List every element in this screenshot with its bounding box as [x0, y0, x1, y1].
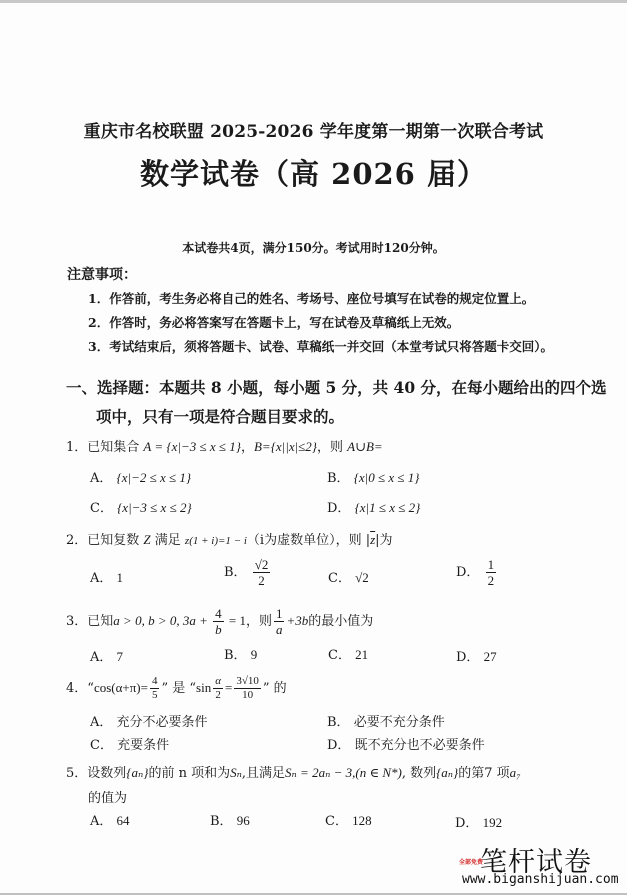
math-expr: a > 0, b > 0, 3a +: [113, 613, 212, 628]
stem-text: ，: [240, 440, 254, 455]
question-5-option-a: A． 64: [90, 813, 130, 829]
question-number: 2．: [66, 533, 88, 548]
question-5-option-b: B． 96: [210, 813, 250, 829]
stem-text: |为: [375, 533, 393, 548]
question-5-option-c: C． 128: [325, 813, 372, 829]
exam-info: 本试卷共4页，满分150分。考试用时120分钟。: [182, 241, 445, 255]
question-5-option-d: D． 192: [455, 815, 503, 831]
section-heading: 一、选择题：本题共 8 小题，每小题 5 分，共 40 分，在每小题给出的四个选: [66, 378, 607, 397]
stem-text: ，则: [245, 614, 272, 629]
question-4-option-c: C． 充要条件: [90, 738, 170, 753]
watermark-brand: 笔杆试卷: [480, 847, 592, 878]
question-1-option-d: D． {x|1 ≤ x ≤ 2}: [327, 500, 421, 516]
question-number: 4．: [66, 681, 88, 696]
exam-header: 重庆市名校联盟 2025-2026 学年度第一期第一次联合考试: [83, 122, 544, 142]
question-1-stem: [66, 436, 383, 455]
stem-text: 是: [168, 681, 190, 696]
math-expr: z(1 + i)=1 − i: [184, 535, 247, 547]
question-5-stem: 5．设数列{aₙ}的前 n 项和为Sₙ,且满足Sₙ = 2aₙ − 3,(n ∈ N*), 数列{aₙ}的第7 项a₇: [66, 765, 521, 781]
question-3-option-d: D． 27: [456, 649, 497, 665]
question-2-option-c: C． √2: [328, 570, 369, 586]
math-expr: Sₙ = 2aₙ − 3,(n ∈ N*): [285, 765, 402, 780]
notice-heading: 注意事项：: [67, 267, 137, 283]
question-1-option-b: B． {x|0 ≤ x ≤ 1}: [327, 470, 420, 486]
math-expr: A = {x|−3 ≤ x ≤ 1}: [143, 439, 241, 454]
question-3-option-a: A． 7: [90, 649, 124, 665]
question-1-option-c: C． {x|−3 ≤ x ≤ 2}: [90, 500, 192, 516]
math-expr: +3b: [286, 613, 309, 628]
math-expr: {aₙ}: [436, 765, 459, 780]
notice-item: 1．作答前，考生务必将自己的姓名、考场号、座位号填写在试卷的规定位置上。: [88, 291, 535, 306]
stem-text: （i为虚数单位），则 |: [246, 533, 371, 548]
math-expr: {aₙ}: [126, 765, 149, 780]
watermark-url[interactable]: www.biganshijuan.com: [462, 872, 619, 887]
stem-text: 满足: [150, 533, 185, 548]
question-2-option-a: A． 1: [90, 570, 124, 586]
math-expr: B={x||x|≤2}: [253, 439, 317, 454]
question-5-stem-cont: 的值为: [88, 791, 128, 806]
math-expr: $\overline{z}$: [370, 532, 376, 547]
question-4-option-a: A． 充分不必要条件: [90, 715, 208, 730]
notice-item: 3．考试结束后，须将答题卡、试卷、草稿纸一并交回（本堂考试只将答题卡交回）。: [88, 339, 553, 354]
notice-item: 2．作答时，务必将答案写在答题卡上，写在试卷及草稿纸上无效。: [88, 315, 460, 330]
math-expr: = 1: [225, 613, 246, 628]
page-title: 数学试卷（高 2026 届）: [140, 157, 487, 191]
math-expr: Z: [143, 532, 151, 547]
stem-text: 的: [269, 681, 287, 696]
question-2-option-b: B． $\frac{√2}{2}$: [224, 557, 269, 588]
question-number: 3．: [66, 614, 88, 629]
question-4-stem: 4．“cos(α+π)= $\frac{4}{5}$ ” 是 “sin $\frac{\alpha}{2}$ = $\frac{3√10}{10}$ ” 的: [66, 675, 287, 701]
question-3-option-b: B． 9: [224, 647, 258, 663]
question-number: 5．: [66, 766, 88, 781]
stem-text: 已知: [87, 614, 114, 629]
stem-text: 的最小值为: [308, 614, 374, 629]
question-2-stem: [66, 529, 393, 548]
math-expr: cos(α+π)=: [93, 680, 148, 695]
math-expr: Sₙ: [230, 765, 242, 780]
stem-text: 已知复数: [87, 533, 144, 548]
question-number: 1．: [66, 440, 88, 455]
question-3-option-c: C． 21: [328, 647, 369, 663]
question-2-option-d: D． $\frac{1}{2}$: [456, 557, 495, 588]
question-4-option-d: D． 既不充分也不必要条件: [327, 738, 485, 753]
question-3-stem: 3．已知a > 0, b > 0, 3a + $\frac{4}{b}$ = 1，则 $\frac{1}{a}$ +3b的最小值为: [66, 606, 374, 637]
question-4-option-b: B． 必要不充分条件: [327, 715, 445, 730]
stem-text: 已知集合: [87, 440, 144, 455]
stem-text: ，则: [317, 440, 348, 455]
watermark-tag: 全部免费: [459, 859, 484, 866]
section-heading-cont: 项中，只有一项是符合题目要求的。: [96, 407, 345, 426]
math-expr: a₇: [509, 765, 521, 780]
question-1-option-a: A． {x|−2 ≤ x ≤ 1}: [90, 470, 192, 486]
math-expr: A∪B=: [347, 439, 383, 454]
